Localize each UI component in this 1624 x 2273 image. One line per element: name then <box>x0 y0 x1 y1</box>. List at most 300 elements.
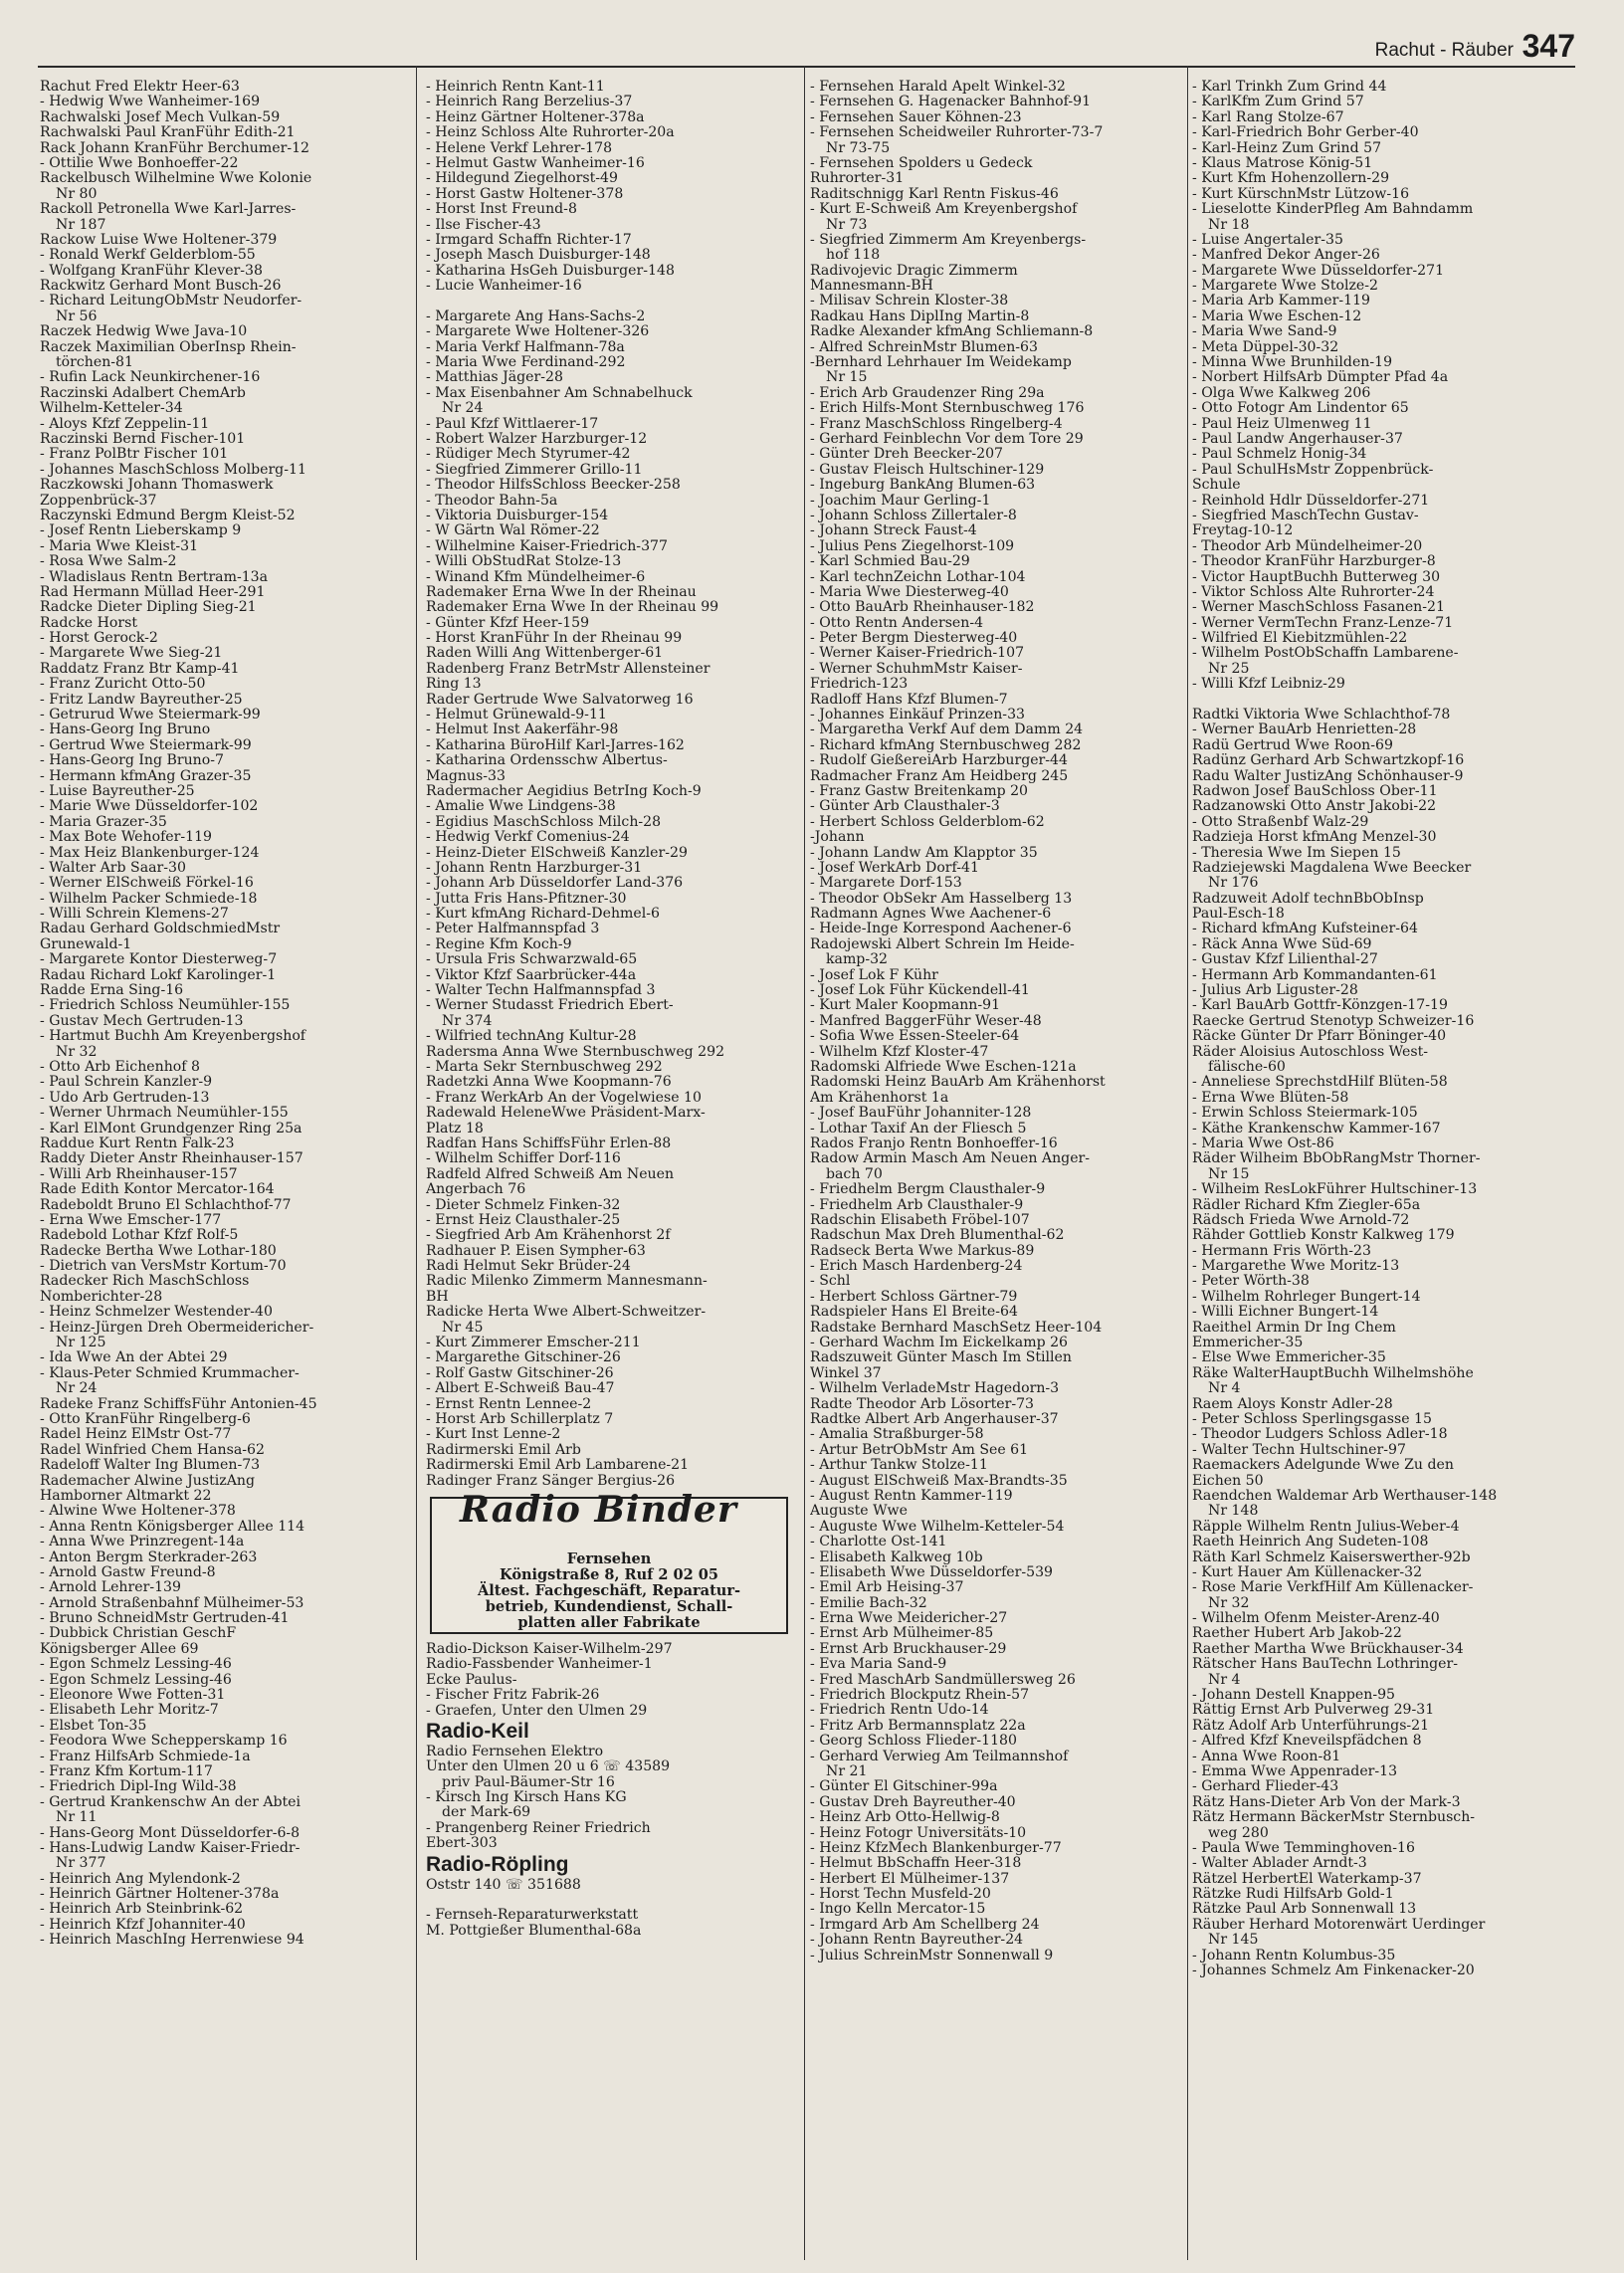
directory-entry: - Horst Arb Schillerplatz 7 <box>426 1410 614 1427</box>
directory-entry: Radschin Elisabeth Fröbel-107 <box>810 1211 1030 1228</box>
directory-entry: - Karl BauArb Gottfr-Könzgen-17-19 <box>1192 997 1448 1014</box>
directory-entry: - Arthur Tankw Stolze-11 <box>810 1457 988 1474</box>
directory-entry: Rätzke Rudi HilfsArb Gold-1 <box>1192 1886 1394 1903</box>
directory-entry: - Franz MaschSchloss Ringelberg-4 <box>810 415 1063 432</box>
directory-entry: - Auguste Wwe Wilhelm-Ketteler-54 <box>810 1518 1065 1535</box>
directory-entry: - Anna Wwe Roon-81 <box>1192 1748 1341 1764</box>
directory-entry: - Käthe Krankenschw Kammer-167 <box>1192 1120 1441 1136</box>
directory-entry: - Maria Wwe Ferdinand-292 <box>426 354 626 371</box>
directory-entry: - Theodor Bahn-5a <box>426 492 558 509</box>
directory-entry: - Hermann Arb Kommandanten-61 <box>1192 966 1438 983</box>
directory-entry: - Horst Techn Musfeld-20 <box>810 1886 991 1903</box>
directory-entry: Nr 21 <box>826 1762 868 1779</box>
directory-entry: - Friedrich Blockputz Rhein-57 <box>810 1687 1030 1704</box>
ad-line-2: Königstraße 8, Ruf 2 02 05 <box>500 1565 718 1583</box>
directory-entry: Nomberichter-28 <box>40 1288 163 1305</box>
directory-entry: Rätzke Paul Arb Sonnenwall 13 <box>1192 1901 1417 1918</box>
directory-entry: - Milisav Schrein Kloster-38 <box>810 293 1009 310</box>
directory-entry: - Viktor Schloss Alte Ruhrorter-24 <box>1192 583 1435 600</box>
directory-entry: - Egon Schmelz Lessing-46 <box>40 1656 232 1673</box>
directory-entry: Nr 32 <box>56 1043 98 1060</box>
directory-entry: - Max Eisenbahner Am Schnabelhuck <box>426 384 693 401</box>
directory-entry: - Paul Schmelz Honig-34 <box>1192 446 1367 463</box>
directory-entry: Rätz Adolf Arb Unterführungs-21 <box>1192 1717 1430 1734</box>
directory-entry: - Walter Techn Halfmannspfad 3 <box>426 982 656 999</box>
directory-entry: Räuber Herhard Motorenwärt Uerdinger <box>1192 1916 1486 1933</box>
directory-entry: Radio Fernsehen Elektro <box>426 1743 604 1759</box>
directory-entry: Radomski Alfriede Wwe Eschen-121a <box>810 1059 1077 1075</box>
directory-entry: Oststr 140 ☏ 351688 <box>426 1876 581 1893</box>
directory-entry: Raem Aloys Konstr Adler-28 <box>1192 1395 1393 1412</box>
directory-entry: - Hedwig Wwe Wanheimer-169 <box>40 94 261 110</box>
directory-entry: - Margarete Wwe Stolze-2 <box>1192 278 1378 295</box>
directory-entry: Raczinski Bernd Fischer-101 <box>40 430 246 447</box>
directory-entry: - Margarete Kontor Diesterweg-7 <box>40 951 278 968</box>
directory-entry: Raeth Heinrich Ang Sudeten-108 <box>1192 1534 1429 1550</box>
directory-entry: - Dietrich van VersMstr Kortum-70 <box>40 1258 287 1275</box>
directory-entry: - W Gärtn Wal Römer-22 <box>426 522 600 539</box>
directory-entry: - Regine Kfm Koch-9 <box>426 935 572 952</box>
directory-entry: - Johann Streck Faust-4 <box>810 522 977 539</box>
directory-entry: Nr 15 <box>826 369 868 386</box>
directory-entry: Radte Theodor Arb Lösorter-73 <box>810 1395 1035 1412</box>
directory-entry: - Hans-Georg Ing Bruno-7 <box>40 752 224 769</box>
directory-entry: - Hans-Georg Ing Bruno <box>40 722 211 738</box>
directory-entry: hof 118 <box>826 247 881 264</box>
directory-entry: - Karl Rang Stolze-67 <box>1192 108 1344 125</box>
directory-entry: - Werner Uhrmach Neumühler-155 <box>40 1105 289 1122</box>
directory-entry: - Herbert Schloss Gelderblom-62 <box>810 813 1045 830</box>
directory-entry: - Peter Bergm Diesterweg-40 <box>810 630 1018 647</box>
directory-entry: - Egon Schmelz Lessing-46 <box>40 1671 232 1688</box>
directory-entry: - Josef BauFühr Johanniter-128 <box>810 1105 1032 1122</box>
directory-entry: - Paul Schrein Kanzler-9 <box>40 1074 213 1091</box>
directory-entry: Rademaker Erna Wwe In der Rheinau <box>426 583 697 600</box>
directory-entry: - Emma Wwe Appenrader-13 <box>1192 1762 1398 1779</box>
directory-entry: Rack Johann KranFühr Berchumer-12 <box>40 139 310 156</box>
directory-entry: Auguste Wwe <box>810 1503 908 1520</box>
directory-entry: - Alfred Kfzf Kneveilspfädchen 8 <box>1192 1733 1422 1750</box>
directory-entry: - Heinz KfzMech Blankenburger-77 <box>810 1839 1062 1856</box>
directory-entry: - Otto Straßenbf Walz-29 <box>1192 813 1369 830</box>
directory-entry: - Willi Eichner Bungert-14 <box>1192 1304 1379 1321</box>
directory-entry: Radow Armin Masch Am Neuen Anger- <box>810 1150 1091 1167</box>
directory-entry: Angerbach 76 <box>426 1181 526 1198</box>
directory-entry: - Rose Marie VerkfHilf Am Küllenacker- <box>1192 1579 1474 1596</box>
directory-entry: - Rolf Gastw Gitschiner-26 <box>426 1364 614 1381</box>
directory-entry: Radicke Herta Wwe Albert-Schweitzer- <box>426 1304 707 1321</box>
directory-entry: - Karl-Heinz Zum Grind 57 <box>1192 139 1382 156</box>
directory-entry: - Theodor HilfsSchloss Beecker-258 <box>426 477 681 494</box>
directory-entry: - Heinz Schloss Alte Ruhrorter-20a <box>426 124 675 141</box>
directory-entry: - Heide-Inge Korrespond Aachener-6 <box>810 921 1072 937</box>
directory-entry: Raczek Hedwig Wwe Java-10 <box>40 323 248 340</box>
directory-entry: Wilhelm-Ketteler-34 <box>40 400 183 417</box>
directory-entry: - Fernsehen Sauer Köhnen-23 <box>810 108 1022 125</box>
directory-entry: - Helmut Grünewald-9-11 <box>426 707 607 723</box>
directory-entry: - Ernst Arb Bruckhauser-29 <box>810 1640 1007 1657</box>
directory-entry: Radwon Josef BauSchloss Ober-11 <box>1192 782 1438 799</box>
directory-entry: - Richard LeitungObMstr Neudorfer- <box>40 293 303 310</box>
directory-entry: - Siegfried MaschTechn Gustav- <box>1192 507 1419 523</box>
directory-entry: - Karl-Friedrich Bohr Gerber-40 <box>1192 124 1419 141</box>
directory-entry: Raether Martha Wwe Brückhauser-34 <box>1192 1640 1464 1657</box>
directory-entry: - Werner Studasst Friedrich Ebert- <box>426 997 674 1014</box>
directory-entry: Radersma Anna Wwe Sternbuschweg 292 <box>426 1043 725 1060</box>
directory-entry: - Heinrich Ang Mylendonk-2 <box>40 1870 241 1887</box>
directory-entry: - Katharina BüroHilf Karl-Jarres-162 <box>426 736 685 753</box>
directory-entry: - Ronald Werkf Gelderblom-55 <box>40 247 256 264</box>
column-divider <box>416 66 417 2260</box>
directory-entry: - Otto Fotogr Am Lindentor 65 <box>1192 400 1409 417</box>
directory-entry: - Joseph Masch Duisburger-148 <box>426 247 651 264</box>
directory-entry: - Maria Wwe Kleist-31 <box>40 537 199 554</box>
directory-entry: Rademaker Erna Wwe In der Rheinau 99 <box>426 599 719 616</box>
directory-entry: Rackwitz Gerhard Mont Busch-26 <box>40 278 282 295</box>
directory-entry: - Ilse Fischer-43 <box>426 216 541 233</box>
directory-entry: Radio-Dickson Kaiser-Wilhelm-297 <box>426 1640 673 1657</box>
directory-entry: Radcke Dieter Dipling Sieg-21 <box>40 599 257 616</box>
directory-entry: - Reinhold Hdlr Düsseldorfer-271 <box>1192 492 1430 509</box>
directory-entry: - Paul Kfzf Wittlaerer-17 <box>426 415 599 432</box>
directory-entry: - Günter Kfzf Heer-159 <box>426 614 590 631</box>
directory-entry: Rädsch Frieda Wwe Arnold-72 <box>1192 1211 1410 1228</box>
directory-entry: Radspieler Hans El Breite-64 <box>810 1304 1018 1321</box>
directory-entry: - Anna Wwe Prinzregent-14a <box>40 1534 245 1550</box>
directory-entry: Rader Gertrude Wwe Salvatorweg 16 <box>426 691 694 708</box>
directory-entry: Nr 73-75 <box>826 139 891 156</box>
directory-entry: Ecke Paulus- <box>426 1671 517 1688</box>
directory-entry: - Wilhelm Kfzf Kloster-47 <box>810 1043 989 1060</box>
directory-entry: - Wilhelm VerladeMstr Hagedorn-3 <box>810 1380 1060 1397</box>
directory-entry: - Johann Rentn Kolumbus-35 <box>1192 1947 1396 1963</box>
directory-entry: - Räck Anna Wwe Süd-69 <box>1192 935 1372 952</box>
directory-entry: Radünz Gerhard Arb Schwartzkopf-16 <box>1192 752 1465 769</box>
directory-entry: - Friedrich Schloss Neumühler-155 <box>40 997 291 1014</box>
directory-entry: - Werner BauArb Henrietten-28 <box>1192 722 1417 738</box>
directory-entry: Rade Edith Kontor Mercator-164 <box>40 1181 275 1198</box>
directory-entry: Nr 125 <box>56 1335 106 1351</box>
directory-entry: Rätz Hans-Dieter Arb Von der Mark-3 <box>1192 1793 1461 1810</box>
directory-entry: - Johann Rentn Harzburger-31 <box>426 859 643 876</box>
directory-entry: - Heinz-Jürgen Dreh Obermeidericher- <box>40 1319 314 1336</box>
directory-entry: - Horst Inst Freund-8 <box>426 201 577 218</box>
directory-entry: - Fischer Fritz Fabrik-26 <box>426 1687 600 1704</box>
directory-entry: Nr 187 <box>56 216 106 233</box>
directory-entry: - Wladislaus Rentn Bertram-13a <box>40 568 269 585</box>
directory-entry: Raemackers Adelgunde Wwe Zu den <box>1192 1457 1454 1474</box>
directory-entry: - Arnold Lehrer-139 <box>40 1579 181 1596</box>
directory-entry: - Gustav Dreh Bayreuther-40 <box>810 1793 1016 1810</box>
directory-entry: - Willi Schrein Klemens-27 <box>40 906 229 923</box>
directory-entry: - Franz PolBtr Fischer 101 <box>40 446 229 463</box>
directory-entry: Radeboldt Bruno El Schlachthof-77 <box>40 1196 292 1213</box>
directory-column-2 <box>426 80 796 2269</box>
directory-entry: Grunewald-1 <box>40 935 132 952</box>
directory-entry: - Josef Lok F Kühr <box>810 966 938 983</box>
directory-entry: Rackoll Petronella Wwe Karl-Jarres- <box>40 201 297 218</box>
directory-entry: Nr 24 <box>56 1380 98 1397</box>
directory-entry: Nr 145 <box>1208 1932 1259 1949</box>
directory-entry: - Horst Gerock-2 <box>40 630 158 647</box>
directory-entry: Rados Franjo Rentn Bonhoeffer-16 <box>810 1135 1058 1151</box>
directory-entry: - Heinrich Rang Berzelius-37 <box>426 94 633 110</box>
directory-entry: - Aloys Kfzf Zeppelin-11 <box>40 415 210 432</box>
directory-entry: - Margarete Wwe Düsseldorfer-271 <box>1192 262 1445 279</box>
directory-entry: Paul-Esch-18 <box>1192 906 1285 923</box>
directory-entry: - Heinz-Dieter ElSchweiß Kanzler-29 <box>426 844 688 861</box>
directory-entry: Hamborner Altmarkt 22 <box>40 1487 212 1504</box>
directory-entry: - Karl ElMont Grundgenzer Ring 25a <box>40 1120 303 1136</box>
directory-entry: - Getrurud Wwe Steiermark-99 <box>40 707 261 723</box>
directory-entry: - Egidius MaschSchloss Milch-28 <box>426 813 662 830</box>
directory-entry: Radziejewski Magdalena Wwe Beecker <box>1192 859 1472 876</box>
directory-entry: Friedrich-123 <box>810 676 909 693</box>
directory-entry: Nr 73 <box>826 216 868 233</box>
directory-entry: Raeithel Armin Dr Ing Chem <box>1192 1319 1396 1336</box>
directory-entry: Raczynski Edmund Bergm Kleist-52 <box>40 507 296 523</box>
directory-entry: Radtke Albert Arb Angerhauser-37 <box>810 1410 1059 1427</box>
directory-entry: - Feodora Wwe Schepperskamp 16 <box>40 1733 288 1750</box>
directory-entry: - Erna Wwe Blüten-58 <box>1192 1089 1349 1106</box>
directory-entry: - Günter El Gitschiner-99a <box>810 1778 998 1795</box>
directory-entry: - Johannes Schmelz Am Finkenacker-20 <box>1192 1963 1475 1979</box>
directory-entry: - Else Wwe Emmericher-35 <box>1192 1349 1386 1366</box>
directory-entry: - Albert E-Schweiß Bau-47 <box>426 1380 615 1397</box>
directory-entry: - Elsbet Ton-35 <box>40 1717 147 1734</box>
directory-entry: - Heinz Schmelzer Westender-40 <box>40 1304 273 1321</box>
directory-entry: Radstake Bernhard MaschSetz Heer-104 <box>810 1319 1103 1336</box>
directory-entry: - Eleonore Wwe Fotten-31 <box>40 1687 226 1704</box>
directory-entry: Radomski Heinz BauArb Am Krähenhorst <box>810 1074 1106 1091</box>
directory-entry: - Charlotte Ost-141 <box>810 1534 947 1550</box>
directory-entry: - Ingo Kelln Mercator-15 <box>810 1901 986 1918</box>
directory-column-3 <box>810 80 1180 2269</box>
directory-entry: - Wolfgang KranFühr Klever-38 <box>40 262 263 279</box>
directory-entry: Radkau Hans DiplIng Martin-8 <box>810 308 1030 324</box>
directory-entry: Nr 15 <box>1208 1165 1250 1182</box>
directory-entry: - Josef WerkArb Dorf-41 <box>810 859 979 876</box>
directory-entry: Radeloff Walter Ing Blumen-73 <box>40 1457 261 1474</box>
directory-entry: - Rosa Wwe Salm-2 <box>40 553 177 570</box>
directory-entry: - Johann Landw Am Klapptor 35 <box>810 844 1038 861</box>
directory-entry: - Eva Maria Sand-9 <box>810 1656 947 1673</box>
directory-entry: - Johannes MaschSchloss Molberg-11 <box>40 461 306 478</box>
directory-entry: - Wilhelm Schiffer Dorf-116 <box>426 1150 621 1167</box>
directory-entry: Radschun Max Dreh Blumenthal-62 <box>810 1227 1065 1244</box>
directory-entry: Nr 24 <box>442 400 484 417</box>
directory-entry: - Olga Wwe Kalkweg 206 <box>1192 384 1371 401</box>
directory-entry: - Johann Arb Düsseldorfer Land-376 <box>426 875 684 892</box>
directory-entry: Nr 377 <box>56 1855 106 1872</box>
directory-entry: - Matthias Jäger-28 <box>426 369 563 386</box>
directory-entry: - Theodor KranFühr Harzburger-8 <box>1192 553 1436 570</box>
directory-entry: Zoppenbrück-37 <box>40 492 157 509</box>
directory-entry: - Fred MaschArb Sandmüllersweg 26 <box>810 1671 1076 1688</box>
directory-entry: - Werner ElSchweiß Förkel-16 <box>40 875 254 892</box>
directory-entry: Rackow Luise Wwe Holtener-379 <box>40 231 278 248</box>
directory-entry: Rachwalski Paul KranFühr Edith-21 <box>40 124 296 141</box>
directory-entry: Radhauer P. Eisen Sympher-63 <box>426 1242 646 1259</box>
directory-entry: Radermacher Aegidius BetrIng Koch-9 <box>426 782 702 799</box>
directory-entry: - Friedhelm Arb Clausthaler-9 <box>810 1196 1024 1213</box>
directory-entry: Nr 176 <box>1208 875 1259 892</box>
directory-entry: - Wilfried technAng Kultur-28 <box>426 1028 637 1045</box>
directory-entry: - Arnold Gastw Freund-8 <box>40 1563 216 1580</box>
directory-entry: - Heinz Gärtner Holtener-378a <box>426 108 645 125</box>
directory-entry: Radecker Rich MaschSchloss <box>40 1273 250 1290</box>
directory-entry: - Franz WerkArb An der Vogelwiese 10 <box>426 1089 702 1106</box>
radio-binder-advertisement <box>430 1488 788 1634</box>
directory-entry: Rachwalski Josef Mech Vulkan-59 <box>40 108 281 125</box>
directory-entry: - Werner MaschSchloss Fasanen-21 <box>1192 599 1445 616</box>
directory-entry: - Heinz Fotogr Universitäts-10 <box>810 1824 1027 1841</box>
directory-entry: - Fernsehen Spolders u Gedeck <box>810 154 1033 171</box>
directory-entry: - Gerhard Feinblechn Vor dem Tore 29 <box>810 430 1084 447</box>
directory-entry: - Klaus-Peter Schmied Krummacher- <box>40 1364 300 1381</box>
directory-entry: - Prangenberg Reiner Friedrich <box>426 1819 651 1836</box>
directory-entry: - Hans-Ludwig Landw Kaiser-Friedr- <box>40 1839 301 1856</box>
directory-entry: - Kurt Hauer Am Küllenacker-32 <box>1192 1563 1423 1580</box>
directory-entry: Radecke Bertha Wwe Lothar-180 <box>40 1242 277 1259</box>
directory-entry: Räth Karl Schmelz Kaiserswerther-92b <box>1192 1549 1471 1565</box>
directory-entry: Rähder Gottlieb Konstr Kalkweg 179 <box>1192 1227 1455 1244</box>
ad-shop-name: Radio Binder <box>460 1488 737 1531</box>
directory-entry: Magnus-33 <box>426 767 506 784</box>
directory-entry: - Richard kfmAng Kufsteiner-64 <box>1192 921 1418 937</box>
directory-entry: Radeke Franz SchiffsFühr Antonien-45 <box>40 1395 317 1412</box>
directory-entry: Rademacher Alwine JustizAng <box>40 1472 255 1489</box>
directory-entry: Ebert-303 <box>426 1835 498 1852</box>
directory-entry: Radü Gertrud Wwe Roon-69 <box>1192 736 1393 753</box>
directory-entry: - August Rentn Kammer-119 <box>810 1487 1013 1504</box>
directory-entry: - Gustav Fleisch Hultschiner-129 <box>810 461 1045 478</box>
directory-entry: - Josef Lok Führ Kückendell-41 <box>810 982 1030 999</box>
directory-entry: - Emilie Bach-32 <box>810 1594 927 1611</box>
directory-entry: Am Krähenhorst 1a <box>810 1089 949 1106</box>
directory-entry: Radmacher Franz Am Heidberg 245 <box>810 767 1069 784</box>
directory-entry: Nr 11 <box>56 1809 98 1826</box>
directory-entry: Freytag-10-12 <box>1192 522 1294 539</box>
directory-entry: - Kirsch Ing Kirsch Hans KG <box>426 1789 627 1806</box>
directory-entry: - Fritz Arb Bermannsplatz 22a <box>810 1717 1026 1734</box>
directory-entry: - Udo Arb Gertruden-13 <box>40 1089 210 1106</box>
directory-entry: - Karl Trinkh Zum Grind 44 <box>1192 80 1387 95</box>
directory-entry: - Georg Schloss Flieder-1180 <box>810 1733 1017 1750</box>
directory-entry: - Franz Kfm Kortum-117 <box>40 1762 213 1779</box>
directory-entry: - Horst Gastw Holtener-378 <box>426 185 624 202</box>
directory-entry: Radenberg Franz BetrMstr Allensteiner <box>426 660 710 677</box>
directory-entry: - Erich Arb Graudenzer Ring 29a <box>810 384 1045 401</box>
directory-entry: - Kurt kfmAng Richard-Dehmel-6 <box>426 906 660 923</box>
directory-entry: - Friedrich Rentn Udo-14 <box>810 1702 989 1719</box>
directory-entry: - Margarethe Wwe Moritz-13 <box>1192 1258 1400 1275</box>
directory-entry: - Gertrud Wwe Steiermark-99 <box>40 736 252 753</box>
directory-entry: - Artur BetrObMstr Am See 61 <box>810 1441 1029 1458</box>
directory-entry: - Luise Bayreuther-25 <box>40 782 195 799</box>
directory-entry: - Friedrich Dipl-Ing Wild-38 <box>40 1778 237 1795</box>
directory-entry: - Klaus Matrose König-51 <box>1192 154 1373 171</box>
directory-entry: Radde Erna Sing-16 <box>40 982 184 999</box>
directory-entry: Königsberger Allee 69 <box>40 1640 199 1657</box>
directory-entry: - Erich Masch Hardenberg-24 <box>810 1258 1023 1275</box>
page-number: 347 <box>1522 28 1575 64</box>
directory-entry: Räder Wilheim BbObRangMstr Thorner- <box>1192 1150 1481 1167</box>
directory-entry: - Robert Walzer Harzburger-12 <box>426 430 648 447</box>
directory-entry: - Amalie Wwe Lindgens-38 <box>426 798 616 815</box>
directory-entry: - Wilheim ResLokFührer Hultschiner-13 <box>1192 1181 1478 1198</box>
directory-entry: - Walter Arb Saar-30 <box>40 859 186 876</box>
directory-entry: - Maria Arb Kammer-119 <box>1192 293 1371 310</box>
directory-entry: - Irmgard Arb Am Schellberg 24 <box>810 1916 1040 1933</box>
directory-entry: Räpple Wilhelm Rentn Julius-Weber-4 <box>1192 1518 1460 1535</box>
directory-entry: - Willi ObStudRat Stolze-13 <box>426 553 622 570</box>
ad-line-4: betrieb, Kundendienst, Schall- <box>485 1597 733 1615</box>
directory-entry: Raddy Dieter Anstr Rheinhauser-157 <box>40 1150 304 1167</box>
directory-entry: - Kurt Inst Lenne-2 <box>426 1426 561 1443</box>
directory-entry: - Siegfried Arb Am Krähenhorst 2f <box>426 1227 671 1244</box>
directory-entry: - Helmut Inst Aakerfähr-98 <box>426 722 619 738</box>
directory-entry: - Heinz Arb Otto-Hellwig-8 <box>810 1809 1000 1826</box>
directory-entry: Radmann Agnes Wwe Aachener-6 <box>810 906 1052 923</box>
directory-entry: Radojewski Albert Schrein Im Heide- <box>810 935 1075 952</box>
directory-entry: - Wilhelm PostObSchaffn Lambarene- <box>1192 645 1459 662</box>
directory-entry: Ruhrorter-31 <box>810 170 905 187</box>
directory-entry: - Margarete Dorf-153 <box>810 875 962 892</box>
directory-entry: Mannesmann-BH <box>810 278 933 295</box>
directory-entry: - Margarethe Gitschiner-26 <box>426 1349 621 1366</box>
directory-entry: - Luise Angertaler-35 <box>1192 231 1343 248</box>
directory-entry: - Victor HauptBuchh Butterweg 30 <box>1192 568 1441 585</box>
directory-entry: Radirmerski Emil Arb <box>426 1441 581 1458</box>
directory-entry <box>426 294 796 309</box>
directory-entry: Raecke Gertrud Stenotyp Schweizer-16 <box>1192 1012 1475 1029</box>
directory-entry: - Katharina HsGeh Duisburger-148 <box>426 262 675 279</box>
directory-entry: Nr 25 <box>1208 660 1250 677</box>
directory-entry: - Marie Wwe Düsseldorfer-102 <box>40 798 259 815</box>
directory-entry: - Heinrich Kfzf Johanniter-40 <box>40 1916 246 1933</box>
directory-entry: Nr 45 <box>442 1319 484 1336</box>
directory-entry: Raddue Kurt Rentn Falk-23 <box>40 1135 235 1151</box>
directory-entry: - Günter Dreh Beecker-207 <box>810 446 1004 463</box>
directory-entry: - Franz HilfsArb Schmiede-1a <box>40 1748 251 1764</box>
ad-line-5: platten aller Fabrikate <box>517 1613 701 1631</box>
directory-entry: Radseck Berta Wwe Markus-89 <box>810 1242 1035 1259</box>
directory-entry: Radic Milenko Zimmerm Mannesmann- <box>426 1273 708 1290</box>
directory-entry: - Margarete Ang Hans-Sachs-2 <box>426 308 646 324</box>
directory-entry: - August ElSchweiß Max-Brandts-35 <box>810 1472 1068 1489</box>
directory-entry: Räcke Günter Dr Pfarr Böninger-40 <box>1192 1028 1447 1045</box>
directory-entry: - Norbert HilfsArb Dümpter Pfad 4a <box>1192 369 1449 386</box>
directory-entry: - Lothar Taxif An der Fliesch 5 <box>810 1120 1027 1136</box>
directory-entry: Ring 13 <box>426 676 482 693</box>
directory-entry: Radinger Franz Sänger Bergius-26 <box>426 1472 676 1489</box>
directory-entry: - Ernst Rentn Lennee-2 <box>426 1395 592 1412</box>
directory-entry: - Peter Halfmannspfad 3 <box>426 921 600 937</box>
directory-entry: - Maria Wwe Sand-9 <box>1192 323 1337 340</box>
directory-entry: törchen-81 <box>56 354 133 371</box>
directory-entry: - Meta Düppel-30-32 <box>1192 338 1339 355</box>
directory-entry: - Johann Destell Knappen-95 <box>1192 1687 1396 1704</box>
directory-entry: - Ottilie Wwe Bonhoeffer-22 <box>40 154 239 171</box>
directory-entry: - Paula Wwe Temminghoven-16 <box>1192 1839 1415 1856</box>
directory-entry: - Bruno SchneidMstr Gertruden-41 <box>40 1610 290 1627</box>
directory-entry: - Arnold Straßenbahnf Mülheimer-53 <box>40 1594 304 1611</box>
directory-entry: Radio-Fassbender Wanheimer-1 <box>426 1656 653 1673</box>
directory-column-4 <box>1192 80 1578 2269</box>
directory-entry: - Peter Wörth-38 <box>1192 1273 1310 1290</box>
directory-entry: Nr 80 <box>56 185 98 202</box>
